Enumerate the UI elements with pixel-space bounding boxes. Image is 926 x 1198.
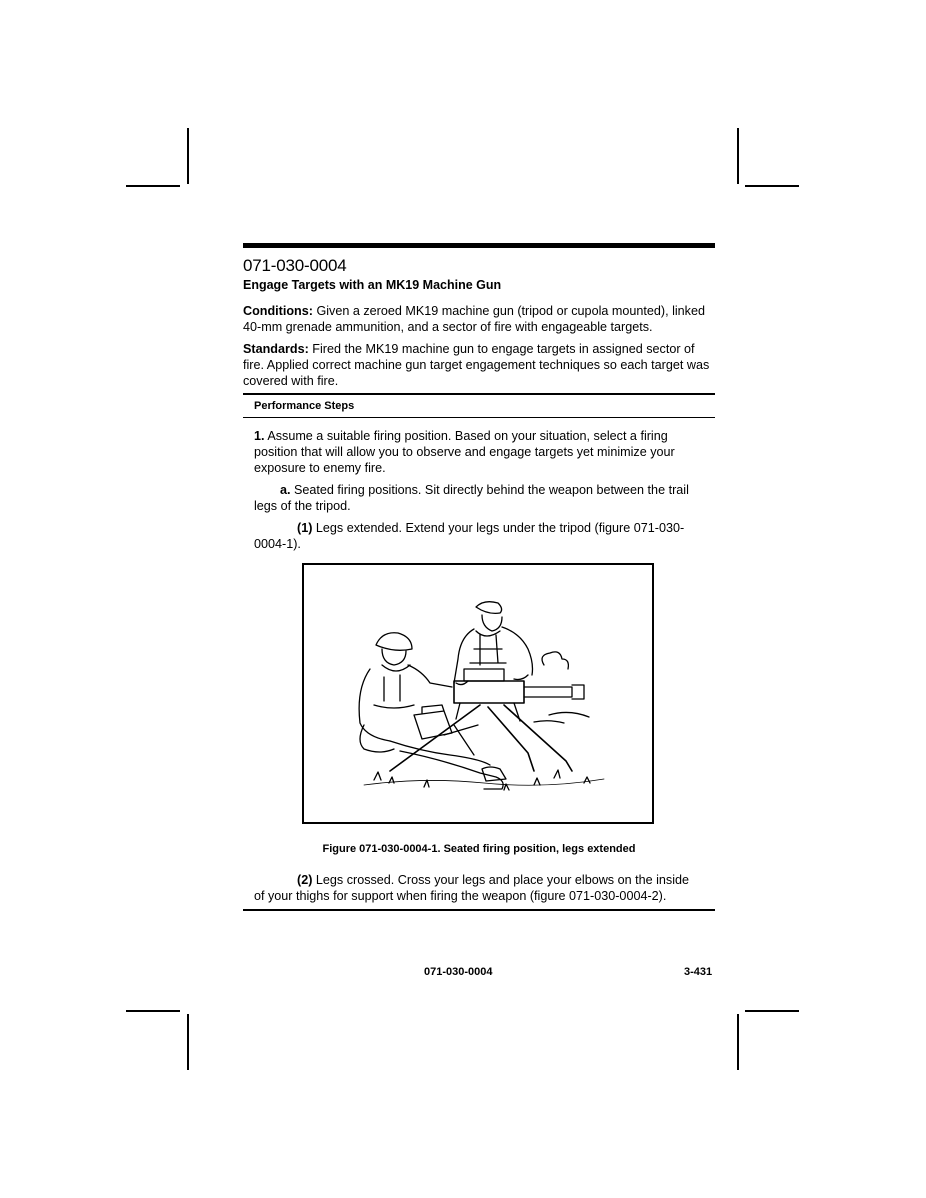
standards-text: Fired the MK19 machine gun to engage targets in assigned sector of fire. Applied correct machine gun target engagement techniques so each target was covered with fire. (243, 342, 710, 388)
conditions-paragraph (243, 303, 715, 335)
crop-mark-top-left-horizontal (126, 185, 180, 187)
step-1a1 (254, 520, 703, 552)
step-1-text: Assume a suitable firing position. Based on your situation, select a firing position that will allow you to observe and engage targets yet minimize your exposure to enemy fire. (254, 429, 675, 475)
performance-steps-header: Performance Steps (243, 393, 715, 418)
crop-mark-bottom-right-vertical (737, 1014, 739, 1070)
step-1a1-label: (1) (297, 521, 313, 535)
step-1a2-text: Legs crossed. Cross your legs and place your elbows on the inside of your thighs for support when firing the weapon (figure 071-030-0004-2). (254, 873, 690, 903)
crop-mark-top-right-horizontal (745, 185, 799, 187)
standards-paragraph (243, 341, 715, 389)
figure-illustration (302, 563, 654, 824)
bottom-rule (243, 909, 715, 911)
step-1a-text: Seated firing positions. Sit directly behind the weapon between the trail legs of the tripod. (254, 483, 689, 513)
step-1-label: 1. (254, 429, 265, 443)
conditions-text: Given a zeroed MK19 machine gun (tripod or cupola mounted), linked 40-mm grenade ammunition, and a sector of fire with engageable targets. (243, 304, 705, 334)
task-number: 071-030-0004 (243, 256, 347, 275)
step-1a1-text: Legs extended. Extend your legs under the tripod (figure 071-030-0004-1). (254, 521, 685, 551)
conditions-label: Conditions: (243, 304, 313, 318)
document-page (243, 243, 715, 903)
soldiers-machine-gun-illustration (304, 565, 652, 822)
step-1a-label: a. (280, 483, 291, 497)
step-1a2 (254, 872, 703, 904)
top-rule (243, 243, 715, 248)
figure-caption: Figure 071-030-0004-1. Seated firing position, legs extended (322, 843, 636, 855)
standards-label: Standards: (243, 342, 309, 356)
step-1a (254, 482, 703, 514)
performance-steps (243, 428, 715, 552)
crop-mark-top-right-vertical (737, 128, 739, 184)
crop-mark-bottom-right-horizontal (745, 1010, 799, 1012)
crop-mark-bottom-left-horizontal (126, 1010, 180, 1012)
crop-mark-bottom-left-vertical (187, 1014, 189, 1070)
page-number: 3-431 (684, 966, 713, 978)
crop-mark-top-left-vertical (187, 128, 189, 184)
step-1 (254, 428, 703, 476)
footer-task-number: 071-030-0004 (424, 966, 493, 978)
step-1a2-label: (2) (297, 873, 313, 887)
task-title: Engage Targets with an MK19 Machine Gun (243, 278, 502, 292)
